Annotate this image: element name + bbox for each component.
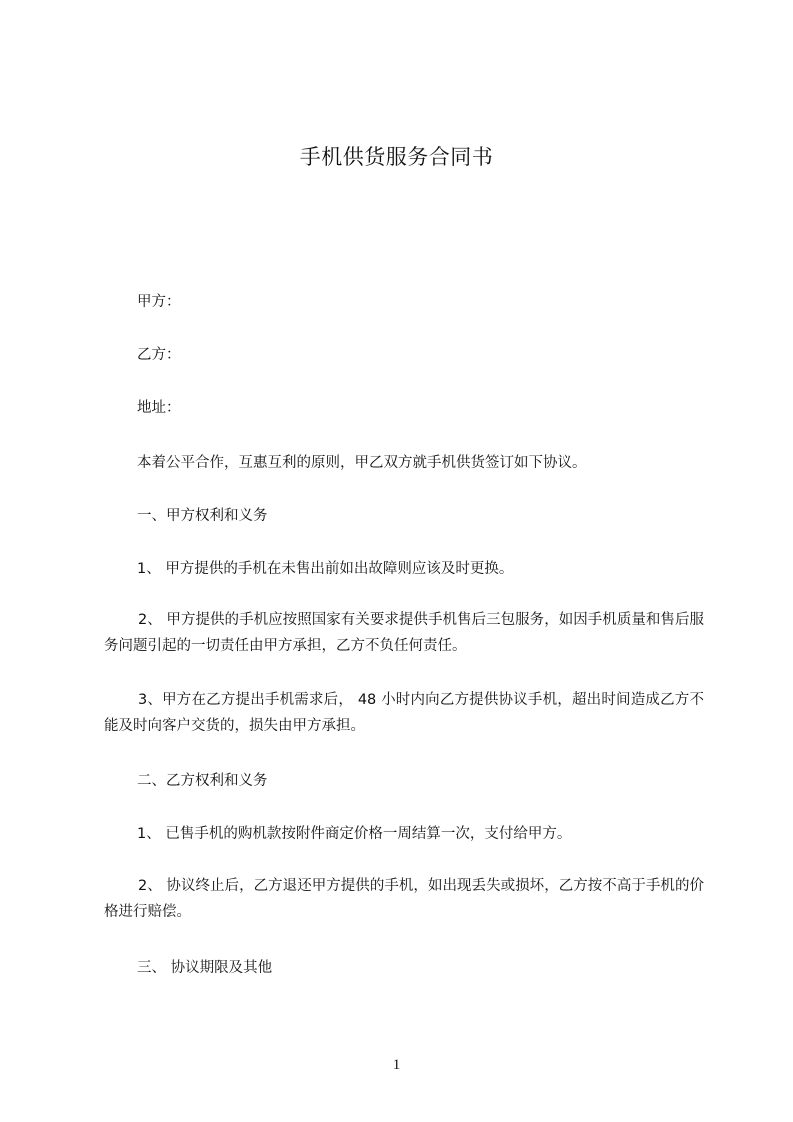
section1-item1: 1、 甲方提供的手机在未售出前如出故障则应该及时更换。 — [137, 561, 514, 577]
section2-item1: 1、 已售手机的购机款按附件商定价格一周结算一次，支付给甲方。 — [137, 826, 572, 842]
party-a-label: 甲方： — [137, 294, 181, 310]
document-title: 手机供货服务合同书 — [299, 145, 494, 169]
section3-heading: 三、 协议期限及其他 — [137, 960, 273, 976]
page-number: 1 — [392, 1057, 401, 1073]
party-b-label: 乙方： — [137, 347, 181, 363]
section2-heading: 二、乙方权利和义务 — [137, 773, 268, 789]
section1-item2: 2、 甲方提供的手机应按照国家有关要求提供手机售后三包服务，如因手机质量和售后服务问题引起的一切责任由甲方承担，乙方不负任何责任。 — [104, 612, 704, 654]
section2-item2: 2、 协议终止后，乙方退还甲方提供的手机，如出现丢失或损坏，乙方按不高于手机的价格进行赔偿。 — [104, 878, 704, 920]
intro-paragraph: 本着公平合作，互惠互利的原则，甲乙双方就手机供货签订如下协议。 — [137, 455, 587, 471]
section1-item3: 3、甲方在乙方提出手机需求后， 48 小时内向乙方提供协议手机，超出时间造成乙方不能及时向客户交货的，损失由甲方承担。 — [104, 692, 704, 734]
section1-heading: 一、甲方权利和义务 — [137, 508, 268, 524]
address-label: 地址： — [137, 400, 181, 416]
